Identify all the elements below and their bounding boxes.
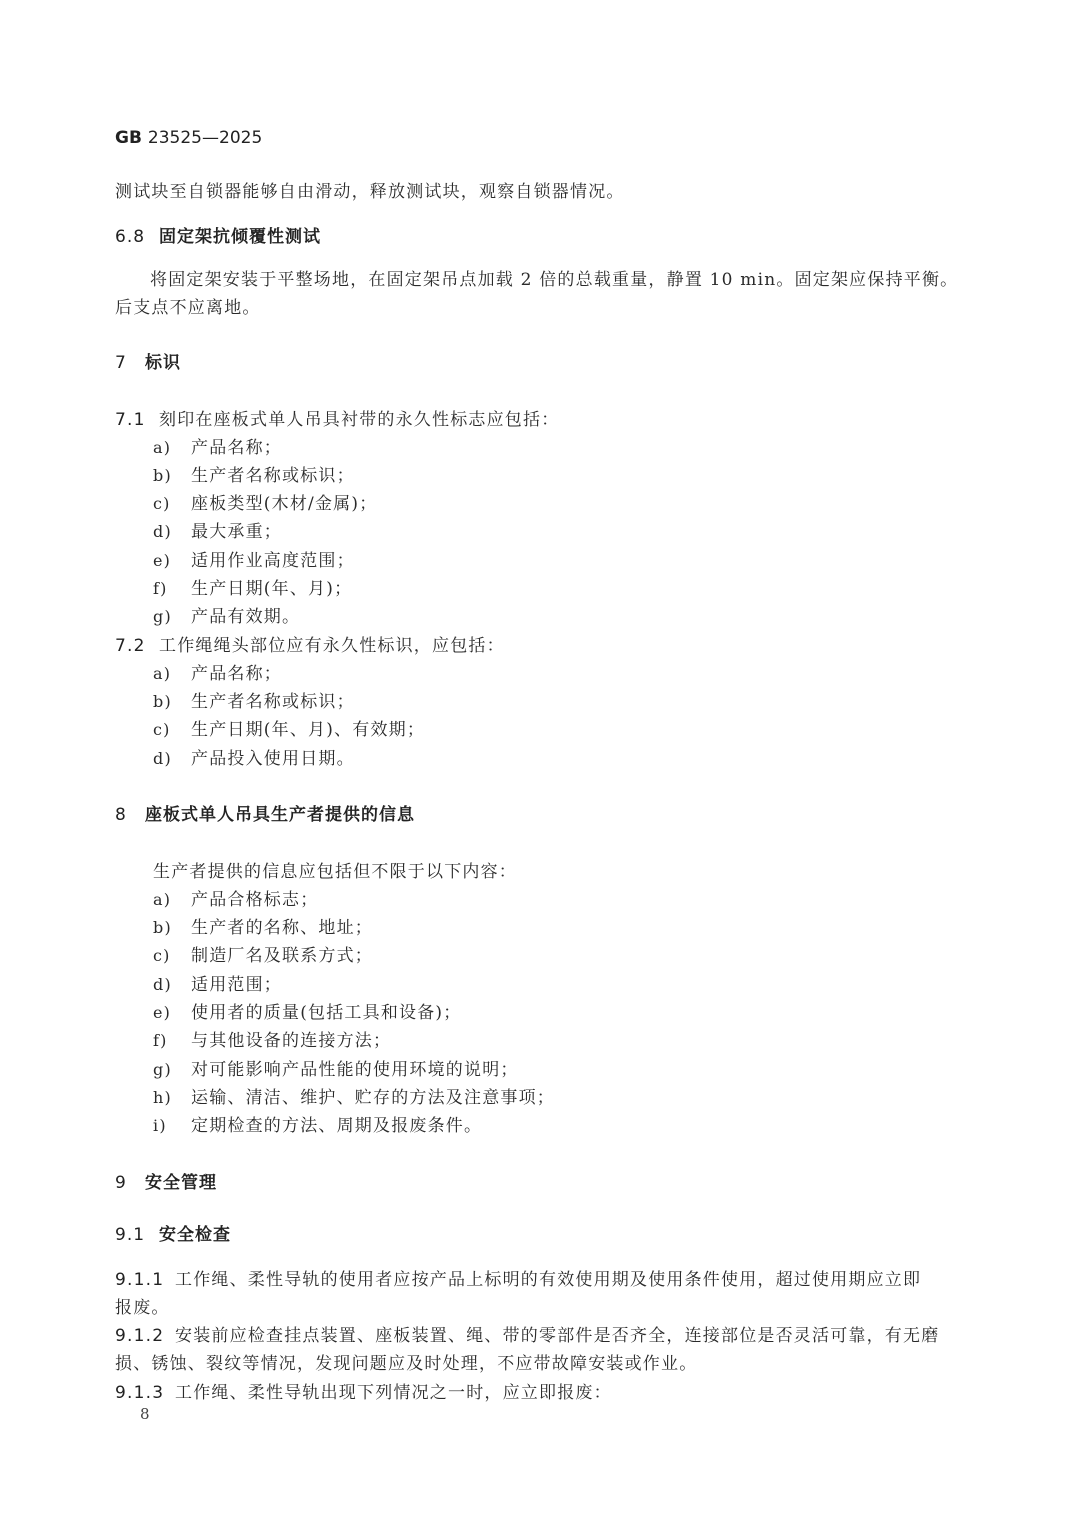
list-item-key: b) [153, 466, 172, 485]
list-item-text: 生产者名称或标识； [191, 692, 355, 712]
section-title: 安全检查 [159, 1225, 231, 1245]
list-item-text: 运输、清洁、维护、贮存的方法及注意事项； [191, 1088, 555, 1108]
list-item-key: c) [153, 946, 171, 965]
list-item-text: 产品合格标志； [191, 890, 319, 910]
list-item-key: d) [153, 522, 172, 541]
list-item-text: 适用范围； [191, 975, 282, 995]
list-item-key: i) [153, 1116, 167, 1135]
list-item-text: 使用者的质量(包括工具和设备)； [191, 1003, 462, 1023]
clause-number: 7.2 [115, 636, 146, 656]
list-item [153, 433, 282, 458]
list-item-key: b) [153, 692, 172, 711]
list-item [153, 1055, 519, 1080]
section-8-intro: 生产者提供的信息应包括但不限于以下内容： [153, 862, 517, 882]
section-6-8-heading [115, 222, 321, 247]
list-item [153, 602, 300, 627]
list-item [153, 1026, 391, 1051]
list-item [153, 489, 377, 514]
clause-9-1-2-line2: 损、锈蚀、裂纹等情况，发现问题应及时处理，不应带故障安装或作业。 [115, 1354, 698, 1374]
list-item-key: g) [153, 1060, 172, 1079]
section-title: 座板式单人吊具生产者提供的信息 [145, 805, 415, 825]
list-item [153, 715, 425, 740]
page-number: 8 [140, 1405, 150, 1423]
clause-7-1 [115, 405, 559, 430]
list-item [153, 574, 352, 599]
clause-number: 9.1.3 [115, 1383, 165, 1403]
list-item [153, 913, 373, 938]
section-number: 8 [115, 805, 127, 825]
list-item-text: 对可能影响产品性能的使用环境的说明； [191, 1060, 519, 1080]
clause-number: 9.1.1 [115, 1270, 165, 1290]
standard-number [115, 128, 262, 148]
list-item-text: 产品有效期。 [191, 607, 301, 627]
list-item-key: a) [153, 890, 172, 909]
clause-number: 9.1.2 [115, 1326, 165, 1346]
list-item-key: d) [153, 975, 172, 994]
list-item-text: 产品名称； [191, 438, 282, 458]
list-item-key: e) [153, 1003, 172, 1022]
section-8-heading [115, 800, 415, 825]
list-item-key: f) [153, 579, 168, 598]
clause-text: 刻印在座板式单人吊具衬带的永久性标志应包括： [159, 410, 560, 430]
clause-9-1-1-line1 [115, 1265, 921, 1290]
section-title: 安全管理 [145, 1173, 217, 1193]
clause-9-1-2-line1 [115, 1321, 939, 1346]
list-item-key: g) [153, 607, 172, 626]
section-title: 固定架抗倾覆性测试 [159, 227, 321, 247]
list-item [153, 687, 355, 712]
section-number: 9.1 [115, 1225, 146, 1245]
list-item-text: 适用作业高度范围； [191, 551, 355, 571]
standard-code: 23525—2025 [147, 128, 263, 148]
list-item [153, 941, 373, 966]
list-item [153, 885, 318, 910]
list-item-text: 生产者名称或标识； [191, 466, 355, 486]
section-7-heading [115, 348, 181, 373]
section-number: 6.8 [115, 227, 146, 247]
list-item-key: a) [153, 664, 172, 683]
list-item [153, 1111, 482, 1136]
section-6-8-paragraph-line1: 将固定架安装于平整场地，在固定架吊点加载 2 倍的总载重量，静置 10 min。固定架应保持平衡。 [150, 270, 959, 290]
list-item-key: c) [153, 494, 171, 513]
list-item [153, 461, 355, 486]
list-item-key: a) [153, 438, 172, 457]
clause-7-2 [115, 631, 505, 656]
list-item-text: 最大承重； [191, 522, 282, 542]
list-item [153, 744, 355, 769]
standard-prefix: GB [115, 128, 142, 148]
list-item-text: 生产日期(年、月)； [191, 579, 353, 599]
list-item [153, 659, 282, 684]
list-item [153, 998, 461, 1023]
section-title: 标识 [145, 353, 181, 373]
section-9-1-heading [115, 1220, 231, 1245]
list-item-text: 与其他设备的连接方法； [191, 1031, 392, 1051]
list-item [153, 546, 355, 571]
continuation-paragraph: 测试块至自锁器能够自由滑动，释放测试块，观察自锁器情况。 [115, 182, 625, 202]
list-item-text: 产品名称； [191, 664, 282, 684]
list-item-key: f) [153, 1031, 168, 1050]
list-item [153, 970, 282, 995]
clause-text: 工作绳、柔性导轨出现下列情况之一时，应立即报废： [175, 1383, 612, 1403]
list-item-text: 产品投入使用日期。 [191, 749, 355, 769]
section-9-heading [115, 1168, 217, 1193]
section-number: 7 [115, 353, 127, 373]
list-item [153, 517, 282, 542]
list-item-key: h) [153, 1088, 172, 1107]
clause-9-1-1-line2: 报废。 [115, 1298, 170, 1318]
clause-text: 安装前应检查挂点装置、座板装置、绳、带的零部件是否齐全，连接部位是否灵活可靠，有无磨 [175, 1326, 940, 1346]
list-item-key: b) [153, 918, 172, 937]
list-item-key: d) [153, 749, 172, 768]
list-item-text: 座板类型(木材/金属)； [191, 494, 378, 514]
list-item-text: 定期检查的方法、周期及报废条件。 [191, 1116, 483, 1136]
list-item-key: c) [153, 720, 171, 739]
clause-text: 工作绳绳头部位应有永久性标识，应包括： [159, 636, 505, 656]
clause-number: 7.1 [115, 410, 146, 430]
list-item-text: 生产者的名称、地址； [191, 918, 373, 938]
clause-text: 工作绳、柔性导轨的使用者应按产品上标明的有效使用期及使用条件使用，超过使用期应立即 [175, 1270, 922, 1290]
list-item-key: e) [153, 551, 172, 570]
section-6-8-paragraph-line2: 后支点不应离地。 [115, 298, 261, 318]
list-item [153, 1083, 555, 1108]
section-number: 9 [115, 1173, 127, 1193]
clause-9-1-3 [115, 1378, 612, 1403]
list-item-text: 生产日期(年、月)、有效期； [191, 720, 426, 740]
list-item-text: 制造厂名及联系方式； [191, 946, 373, 966]
